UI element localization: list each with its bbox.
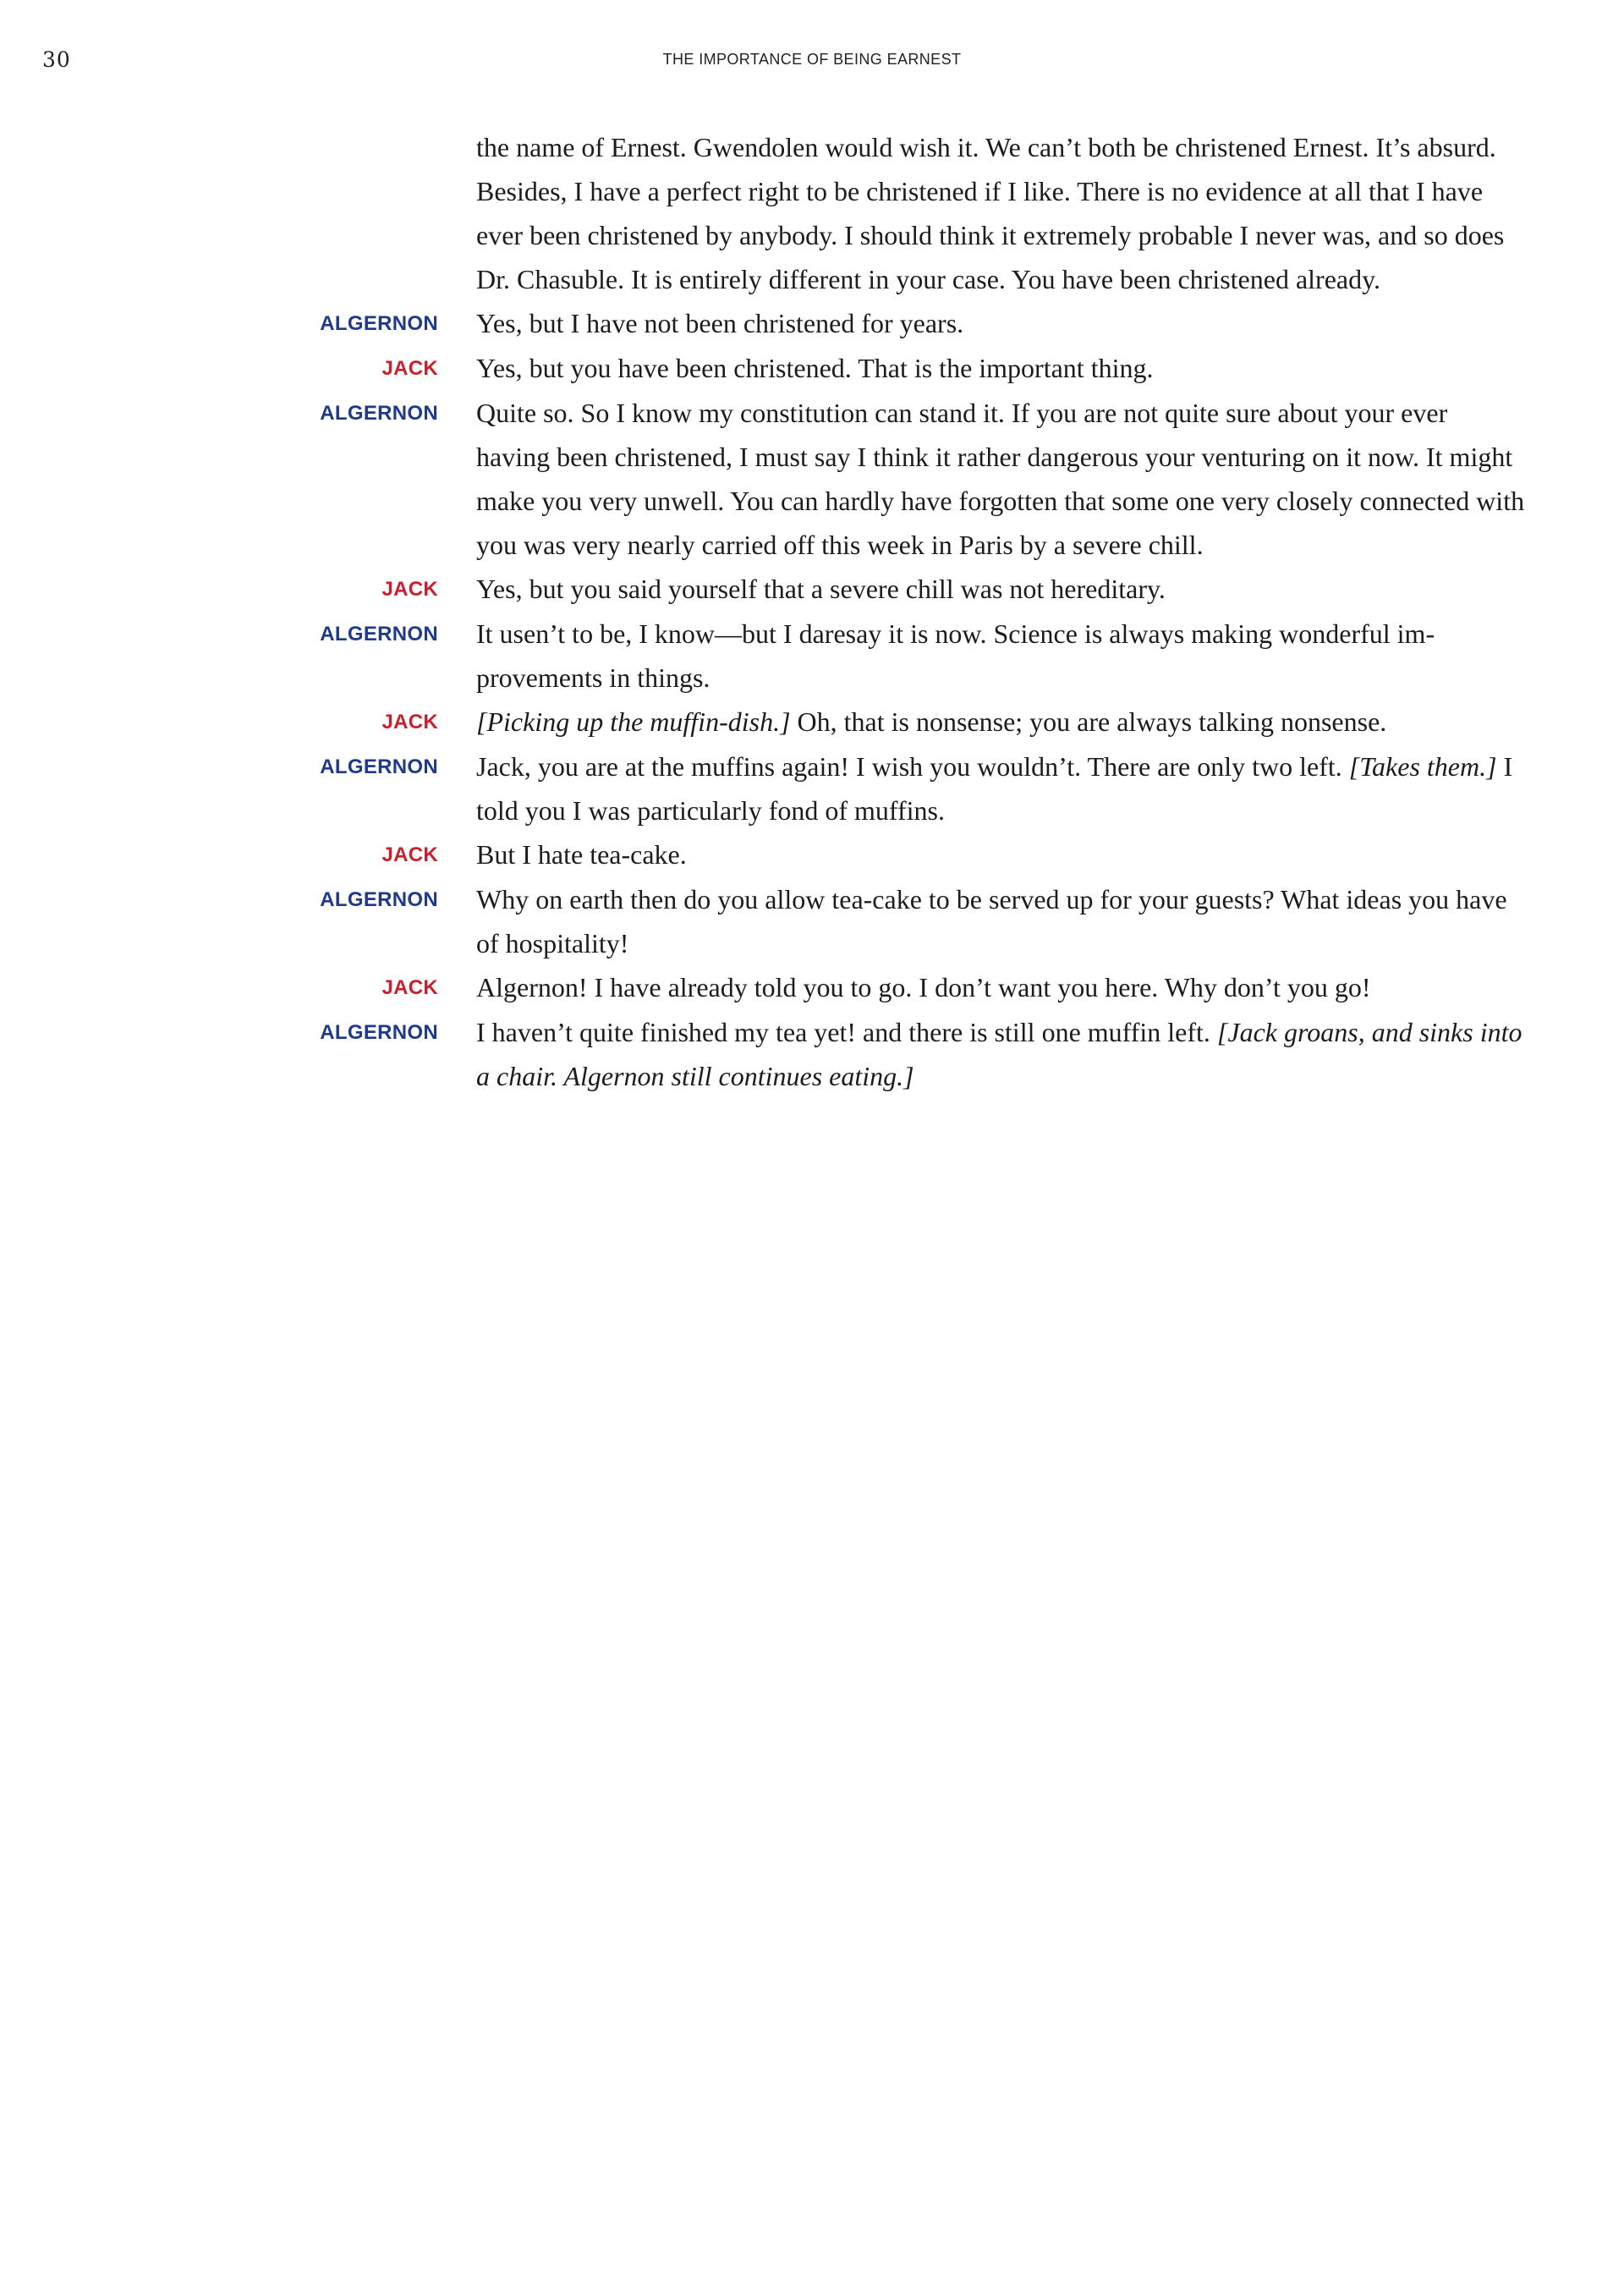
line-text: It usen’t to be, I know—but I daresay it is now. Science is always making wonderful im-provements in things. <box>476 618 1435 693</box>
line-text: the name of Ernest. Gwendolen would wish it. We can’t both be christened Ernest. It’s absurd. Besides, I have a perfect right to be christened if I like. There is no evidence at all that I have ever been christened by anybody. I should think it extremely probable I never was, and so does Dr. Chasuble. It is entirely different in your case. You have been christened already. <box>476 132 1505 294</box>
dialogue-entry <box>0 1010 1624 1098</box>
stage-direction: [Jack groans, and sinks into a chair. Algernon still continues eating.] <box>476 1017 1522 1091</box>
speech-text <box>476 567 1525 611</box>
dialogue-entry <box>0 965 1624 1010</box>
line-text: Algernon! I have already told you to go. I don’t want you here. Why don’t you go! <box>476 972 1371 1002</box>
dialogue-body <box>0 125 1624 1098</box>
speaker-algernon: ALGERNON <box>320 1021 438 1044</box>
dialogue-entry <box>0 700 1624 744</box>
speech-text <box>476 391 1525 567</box>
line-text: Quite so. So I know my constitution can stand it. If you are not quite sure about your ever having been christened, I must say I think it rather dangerous your venturing on it now. It might make you very unwell. You can hardly have forgotten that some one very closely connected with you was very nearly carried off this week in Paris by a severe chill. <box>476 398 1525 560</box>
line-text: Oh, that is nonsense; you are always talking nonsense. <box>790 706 1387 737</box>
dialogue-entry <box>0 877 1624 965</box>
speech-text <box>476 346 1525 390</box>
stage-direction: [Takes them.] <box>1348 751 1497 782</box>
speech-text <box>476 700 1525 744</box>
line-text: I told you I was particularly fond of muffins. <box>476 751 1513 826</box>
speaker-jack: JACK <box>381 711 438 733</box>
dialogue-entry <box>0 125 1624 301</box>
speaker-algernon: ALGERNON <box>320 888 438 911</box>
speech-text <box>476 612 1525 700</box>
line-text: Why on earth then do you allow tea-cake to be served up for your guests? What ideas you have of hospitality! <box>476 884 1507 958</box>
speaker-algernon: ALGERNON <box>320 402 438 425</box>
line-text: Yes, but you said yourself that a severe chill was not hereditary. <box>476 574 1166 604</box>
speaker-jack: JACK <box>381 578 438 601</box>
speech-text <box>476 301 1525 345</box>
dialogue-entry <box>0 391 1624 567</box>
speech-text <box>476 832 1525 876</box>
speech-text <box>476 877 1525 965</box>
line-text: Yes, but I have not been christened for years. <box>476 308 964 338</box>
line-text: Jack, you are at the muffins again! I wish you wouldn’t. There are only two left. <box>476 751 1349 782</box>
speech-text <box>476 744 1525 832</box>
page-number: 30 <box>42 47 71 72</box>
speech-text <box>476 1010 1525 1098</box>
speaker-algernon: ALGERNON <box>320 623 438 645</box>
dialogue-entry <box>0 832 1624 877</box>
dialogue-entry <box>0 346 1624 391</box>
dialogue-entry <box>0 301 1624 346</box>
line-text: Yes, but you have been christened. That is the important thing. <box>476 353 1154 383</box>
speaker-algernon: ALGERNON <box>320 755 438 778</box>
dialogue-entry <box>0 567 1624 612</box>
running-title: THE IMPORTANCE OF BEING EARNEST <box>662 51 962 68</box>
stage-direction: [Picking up the muffin-dish.] <box>476 706 791 737</box>
speech-text <box>476 965 1525 1009</box>
dialogue-entry <box>0 744 1624 832</box>
speaker-jack: JACK <box>381 357 438 380</box>
speaker-algernon: ALGERNON <box>320 312 438 335</box>
dialogue-entry <box>0 612 1624 700</box>
speech-text <box>476 125 1525 301</box>
line-text: I haven’t quite finished my tea yet! and there is still one muffin left. <box>476 1017 1217 1047</box>
speaker-jack: JACK <box>381 976 438 999</box>
speaker-jack: JACK <box>381 843 438 866</box>
speaker-continuation <box>0 125 438 126</box>
line-text: But I hate tea-cake. <box>476 839 687 870</box>
